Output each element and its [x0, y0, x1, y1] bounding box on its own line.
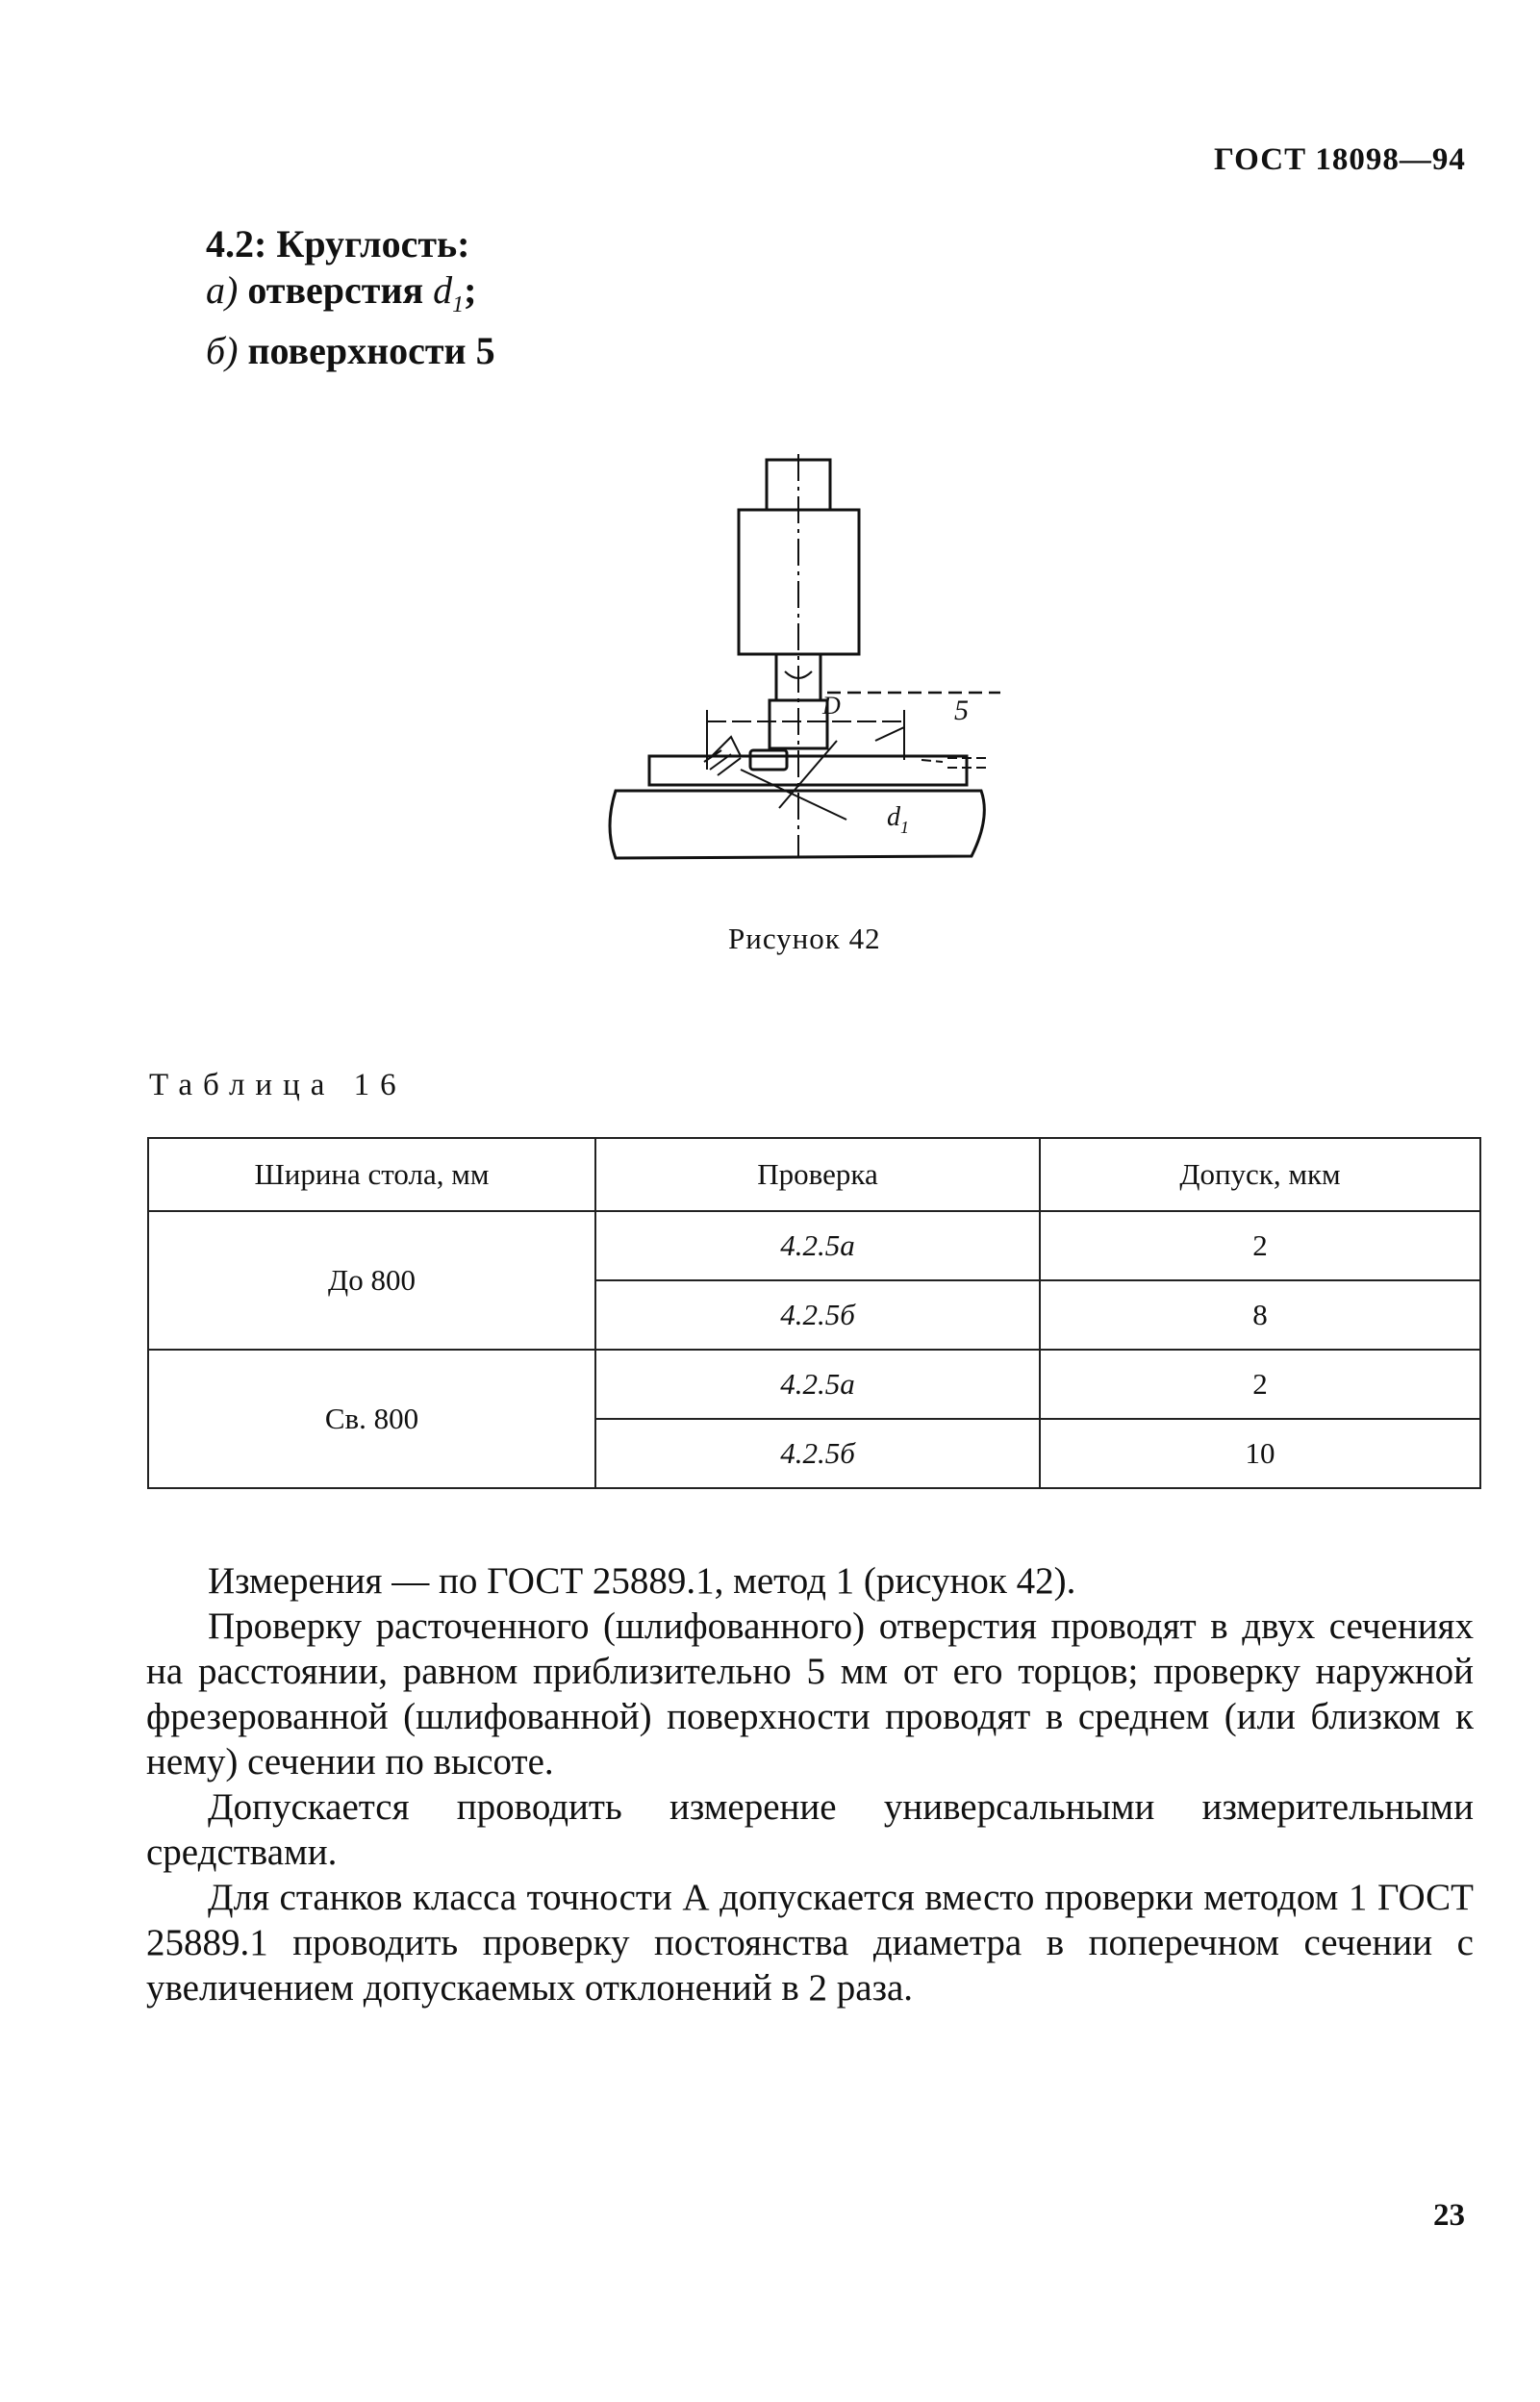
figure-caption: Рисунок 42: [728, 922, 881, 955]
cell-width: Св. 800: [148, 1350, 595, 1488]
section-heading: [206, 221, 495, 374]
item-b-text: поверхности 5: [247, 329, 495, 372]
machine-table: [610, 791, 984, 858]
paragraph-check-method: Проверку расточенного (шлифованного) отверстия проводят в двух сечениях на расстоянии, равном приблизительно 5 мм от его торцов; проверку наружной фрезерованной (шлифованной) поверхности проводят в среднем (или близком к нему) сечении по высоте.: [146, 1606, 1474, 1783]
table-row: [148, 1350, 1480, 1419]
page-number: 23: [1433, 2198, 1465, 2233]
item-b: [206, 328, 495, 374]
cell-tolerance: 8: [1040, 1280, 1480, 1350]
cell-tolerance: 10: [1040, 1419, 1480, 1488]
cell-check: 4.2.5б: [595, 1419, 1040, 1488]
body-text: [146, 1558, 1474, 2010]
label-5: 5: [954, 695, 969, 726]
header-check: Проверка: [595, 1138, 1040, 1211]
label-d1: [887, 802, 909, 837]
table-row: [148, 1211, 1480, 1280]
section-title: 4.2: Круглость:: [206, 222, 470, 265]
document-code: ГОСТ 18098—94: [1214, 142, 1466, 177]
item-a: [206, 267, 495, 328]
header-width: Ширина стола, мм: [148, 1138, 595, 1211]
table-header-row: [148, 1138, 1480, 1211]
header-tolerance: Допуск, мкм: [1040, 1138, 1480, 1211]
label-d1-letter: d: [887, 802, 900, 832]
cell-check: 4.2.5б: [595, 1280, 1040, 1350]
paragraph-universal-tools: Допускается проводить измерение универсальными измерительными средствами.: [146, 1786, 1474, 1873]
item-a-text: отверстия: [247, 268, 424, 312]
label-D: D: [822, 692, 841, 720]
item-a-var: d: [433, 268, 453, 312]
item-a-sub: 1: [452, 292, 465, 317]
figure-42-drawing: [596, 452, 1000, 875]
probe: [750, 750, 787, 770]
workpiece: [649, 756, 967, 785]
tolerance-table: [147, 1137, 1481, 1489]
paragraph-measurements: Измерения — по ГОСТ 25889.1, метод 1 (рисунок 42).: [208, 1560, 1076, 1602]
cell-check: 4.2.5а: [595, 1350, 1040, 1419]
dashed-frame: [827, 693, 1000, 720]
cell-check: 4.2.5а: [595, 1211, 1040, 1280]
cell-tolerance: 2: [1040, 1211, 1480, 1280]
item-a-prefix: а): [206, 268, 239, 312]
label-d1-sub: 1: [900, 818, 909, 837]
cell-tolerance: 2: [1040, 1350, 1480, 1419]
item-b-prefix: б): [206, 329, 239, 372]
item-a-end: ;: [464, 268, 477, 312]
paragraph-accuracy-class: Для станков класса точности А допускается вместо проверки методом 1 ГОСТ 25889.1 проводить проверку постоянства диаметра в поперечном сечении с увеличением допускаемых отклонений в 2 раза.: [146, 1877, 1474, 2009]
cell-width: До 800: [148, 1211, 595, 1350]
table-label: Таблица 16: [149, 1068, 407, 1102]
